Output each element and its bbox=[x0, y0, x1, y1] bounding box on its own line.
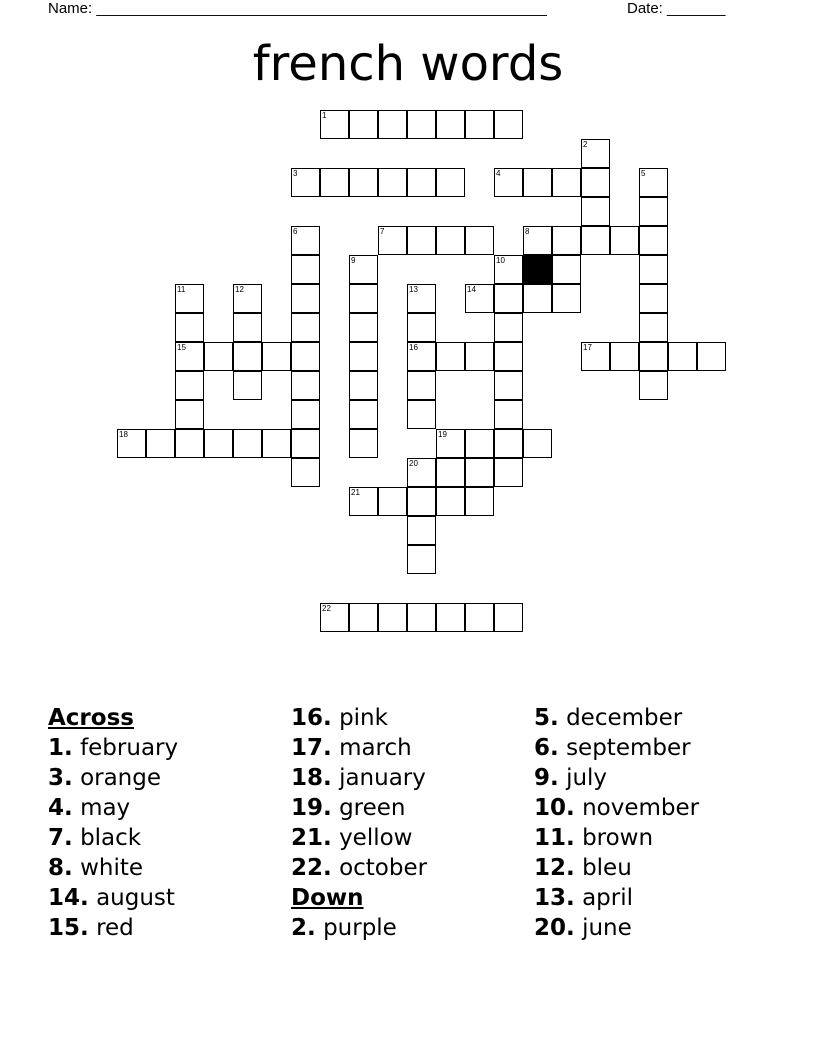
grid-cell[interactable] bbox=[639, 226, 668, 255]
grid-cell[interactable] bbox=[233, 284, 262, 313]
grid-cell[interactable] bbox=[639, 313, 668, 342]
clue-text: june bbox=[582, 915, 632, 941]
grid-cell[interactable] bbox=[407, 603, 436, 632]
clue-text: purple bbox=[323, 915, 397, 941]
clue-number-label: 20. bbox=[534, 915, 575, 941]
grid-cell[interactable] bbox=[262, 342, 291, 371]
grid-cell[interactable] bbox=[175, 284, 204, 313]
grid-cell[interactable] bbox=[407, 342, 436, 371]
grid-cell[interactable] bbox=[407, 487, 436, 516]
grid-cell[interactable] bbox=[697, 342, 726, 371]
grid-cell[interactable] bbox=[494, 429, 523, 458]
grid-cell[interactable] bbox=[175, 429, 204, 458]
name-label: Name: bbox=[48, 0, 93, 17]
grid-cell[interactable] bbox=[436, 110, 465, 139]
grid-cell[interactable] bbox=[494, 458, 523, 487]
grid-cell[interactable] bbox=[552, 226, 581, 255]
grid-cell[interactable] bbox=[639, 197, 668, 226]
clue-number-label: 16. bbox=[291, 705, 332, 731]
grid-cell[interactable] bbox=[436, 342, 465, 371]
clue-item bbox=[291, 763, 427, 793]
clue-number: 2 bbox=[583, 140, 588, 149]
clue-item bbox=[48, 793, 178, 823]
clue-number-label: 12. bbox=[534, 855, 575, 881]
clue-number: 3 bbox=[293, 169, 298, 178]
grid-cell[interactable] bbox=[494, 400, 523, 429]
black-cell bbox=[523, 255, 552, 284]
clue-number-label: 11. bbox=[534, 825, 575, 851]
clue-number: 22 bbox=[322, 604, 331, 613]
clue-text: pink bbox=[339, 705, 388, 731]
clue-item bbox=[534, 883, 699, 913]
clue-number-label: 6. bbox=[534, 735, 559, 761]
clue-text: september bbox=[566, 735, 691, 761]
grid-cell[interactable] bbox=[291, 168, 320, 197]
clue-text: november bbox=[582, 795, 700, 821]
clue-number: 17 bbox=[583, 343, 592, 352]
clue-number: 6 bbox=[293, 227, 298, 236]
grid-cell[interactable] bbox=[465, 342, 494, 371]
grid-cell[interactable] bbox=[349, 603, 378, 632]
grid-cell[interactable] bbox=[639, 255, 668, 284]
grid-cell[interactable] bbox=[291, 284, 320, 313]
grid-cell[interactable] bbox=[494, 342, 523, 371]
clue-item bbox=[534, 763, 699, 793]
clue-number: 12 bbox=[235, 285, 244, 294]
grid-cell[interactable] bbox=[320, 168, 349, 197]
grid-cell[interactable] bbox=[291, 342, 320, 371]
grid-cell[interactable] bbox=[349, 110, 378, 139]
clue-number: 4 bbox=[496, 169, 501, 178]
clue-number-label: 17. bbox=[291, 735, 332, 761]
grid-cell[interactable] bbox=[465, 458, 494, 487]
grid-cell[interactable] bbox=[349, 371, 378, 400]
grid-cell[interactable] bbox=[436, 429, 465, 458]
clue-item bbox=[291, 793, 427, 823]
grid-cell[interactable] bbox=[291, 371, 320, 400]
clue-item bbox=[291, 823, 427, 853]
clue-text: may bbox=[80, 795, 131, 821]
grid-cell[interactable] bbox=[436, 168, 465, 197]
clue-number-label: 5. bbox=[534, 705, 559, 731]
grid-cell[interactable] bbox=[436, 226, 465, 255]
grid-cell[interactable] bbox=[639, 342, 668, 371]
grid-cell[interactable] bbox=[291, 458, 320, 487]
grid-cell[interactable] bbox=[378, 168, 407, 197]
clue-number: 14 bbox=[467, 285, 476, 294]
grid-cell[interactable] bbox=[291, 400, 320, 429]
clue-number-label: 7. bbox=[48, 825, 73, 851]
clue-item bbox=[534, 913, 699, 943]
clue-number-label: 9. bbox=[534, 765, 559, 791]
clue-number: 9 bbox=[351, 256, 356, 265]
clue-number-label: 2. bbox=[291, 915, 316, 941]
clue-item bbox=[48, 823, 178, 853]
grid-cell[interactable] bbox=[552, 284, 581, 313]
grid-cell[interactable] bbox=[494, 168, 523, 197]
clue-number-label: 14. bbox=[48, 885, 89, 911]
grid-cell[interactable] bbox=[117, 429, 146, 458]
clue-text: march bbox=[339, 735, 412, 761]
grid-cell[interactable] bbox=[175, 400, 204, 429]
grid-cell[interactable] bbox=[465, 284, 494, 313]
grid-cell[interactable] bbox=[378, 487, 407, 516]
grid-cell[interactable] bbox=[407, 226, 436, 255]
grid-cell[interactable] bbox=[349, 429, 378, 458]
grid-cell[interactable] bbox=[291, 226, 320, 255]
clue-number: 10 bbox=[496, 256, 505, 265]
grid-cell[interactable] bbox=[320, 110, 349, 139]
grid-cell[interactable] bbox=[349, 313, 378, 342]
clue-number-label: 4. bbox=[48, 795, 73, 821]
clue-number: 21 bbox=[351, 488, 360, 497]
grid-cell[interactable] bbox=[610, 342, 639, 371]
clue-number-label: 13. bbox=[534, 885, 575, 911]
clue-number: 13 bbox=[409, 285, 418, 294]
grid-cell[interactable] bbox=[407, 284, 436, 313]
clue-item bbox=[534, 703, 699, 733]
clue-item bbox=[48, 883, 178, 913]
clue-item bbox=[291, 853, 427, 883]
clue-text: brown bbox=[582, 825, 654, 851]
clue-item bbox=[48, 733, 178, 763]
clue-number-label: 3. bbox=[48, 765, 73, 791]
clue-text: february bbox=[80, 735, 179, 761]
grid-cell[interactable] bbox=[494, 255, 523, 284]
clue-text: january bbox=[339, 765, 426, 791]
clue-text: black bbox=[80, 825, 142, 851]
clue-item bbox=[291, 733, 427, 763]
clue-number: 18 bbox=[119, 430, 128, 439]
grid-cell[interactable] bbox=[407, 371, 436, 400]
grid-cell[interactable] bbox=[552, 168, 581, 197]
grid-cell[interactable] bbox=[378, 226, 407, 255]
clue-number-label: 15. bbox=[48, 915, 89, 941]
clue-text: bleu bbox=[582, 855, 632, 881]
grid-cell[interactable] bbox=[233, 313, 262, 342]
clue-text: white bbox=[80, 855, 144, 881]
grid-cell[interactable] bbox=[465, 603, 494, 632]
grid-cell[interactable] bbox=[378, 603, 407, 632]
clue-number: 5 bbox=[641, 169, 646, 178]
grid-cell[interactable] bbox=[378, 110, 407, 139]
grid-cell[interactable] bbox=[204, 342, 233, 371]
grid-cell[interactable] bbox=[581, 197, 610, 226]
grid-cell[interactable] bbox=[407, 168, 436, 197]
clue-item bbox=[291, 913, 427, 943]
grid-cell[interactable] bbox=[436, 458, 465, 487]
grid-cell[interactable] bbox=[639, 168, 668, 197]
grid-cell[interactable] bbox=[668, 342, 697, 371]
grid-cell[interactable] bbox=[494, 110, 523, 139]
clue-number-label: 10. bbox=[534, 795, 575, 821]
clue-text: yellow bbox=[339, 825, 413, 851]
grid-cell[interactable] bbox=[523, 429, 552, 458]
clue-item bbox=[48, 913, 178, 943]
clue-item bbox=[534, 823, 699, 853]
grid-cell[interactable] bbox=[552, 255, 581, 284]
clue-text: red bbox=[96, 915, 134, 941]
clue-number-label: 22. bbox=[291, 855, 332, 881]
grid-cell[interactable] bbox=[610, 226, 639, 255]
clue-number: 1 bbox=[322, 111, 327, 120]
clue-number-label: 18. bbox=[291, 765, 332, 791]
grid-cell[interactable] bbox=[465, 429, 494, 458]
grid-cell[interactable] bbox=[233, 429, 262, 458]
grid-cell[interactable] bbox=[233, 342, 262, 371]
clue-number-label: 19. bbox=[291, 795, 332, 821]
grid-cell[interactable] bbox=[262, 429, 291, 458]
grid-cell[interactable] bbox=[436, 487, 465, 516]
clue-item bbox=[291, 703, 427, 733]
grid-cell[interactable] bbox=[349, 284, 378, 313]
clue-item bbox=[534, 733, 699, 763]
name-line: ______________________________________________________ bbox=[96, 0, 547, 17]
clues-column-3 bbox=[534, 703, 699, 943]
grid-cell[interactable] bbox=[494, 313, 523, 342]
clue-number-label: 1. bbox=[48, 735, 73, 761]
grid-cell[interactable] bbox=[407, 110, 436, 139]
grid-cell[interactable] bbox=[407, 400, 436, 429]
grid-cell[interactable] bbox=[465, 226, 494, 255]
clue-number: 20 bbox=[409, 459, 418, 468]
clue-number: 19 bbox=[438, 430, 447, 439]
grid-cell[interactable] bbox=[465, 487, 494, 516]
clue-item bbox=[534, 853, 699, 883]
grid-cell[interactable] bbox=[349, 255, 378, 284]
clues-column-2 bbox=[291, 703, 427, 943]
grid-cell[interactable] bbox=[581, 226, 610, 255]
clue-item bbox=[534, 793, 699, 823]
clue-text: orange bbox=[80, 765, 162, 791]
grid-cell[interactable] bbox=[349, 487, 378, 516]
grid-cell[interactable] bbox=[494, 284, 523, 313]
clue-number: 15 bbox=[177, 343, 186, 352]
clue-text: green bbox=[339, 795, 406, 821]
clue-heading: Across bbox=[48, 705, 134, 731]
grid-cell[interactable] bbox=[407, 516, 436, 545]
clue-number: 16 bbox=[409, 343, 418, 352]
grid-cell[interactable] bbox=[581, 168, 610, 197]
clue-number-label: 21. bbox=[291, 825, 332, 851]
clue-item bbox=[48, 853, 178, 883]
grid-cell[interactable] bbox=[465, 110, 494, 139]
grid-cell[interactable] bbox=[494, 371, 523, 400]
grid-cell[interactable] bbox=[146, 429, 175, 458]
clue-text: december bbox=[566, 705, 683, 731]
clue-text: july bbox=[566, 765, 608, 791]
clue-text: october bbox=[339, 855, 428, 881]
date-label: Date: bbox=[627, 0, 663, 17]
grid-cell[interactable] bbox=[349, 342, 378, 371]
grid-cell[interactable] bbox=[436, 603, 465, 632]
grid-cell[interactable] bbox=[639, 284, 668, 313]
clue-number: 8 bbox=[525, 227, 530, 236]
grid-cell[interactable] bbox=[320, 603, 349, 632]
clue-number-label: 8. bbox=[48, 855, 73, 881]
grid-cell[interactable] bbox=[639, 371, 668, 400]
clue-heading: Down bbox=[291, 885, 364, 911]
grid-cell[interactable] bbox=[291, 429, 320, 458]
grid-cell[interactable] bbox=[175, 313, 204, 342]
grid-cell[interactable] bbox=[291, 255, 320, 284]
grid-cell[interactable] bbox=[523, 226, 552, 255]
grid-cell[interactable] bbox=[523, 284, 552, 313]
page-title: french words bbox=[252, 36, 564, 92]
grid-cell[interactable] bbox=[204, 429, 233, 458]
grid-cell[interactable] bbox=[523, 168, 552, 197]
grid-cell[interactable] bbox=[581, 139, 610, 168]
grid-cell[interactable] bbox=[291, 313, 320, 342]
grid-cell[interactable] bbox=[349, 400, 378, 429]
clue-number: 11 bbox=[177, 285, 186, 294]
grid-cell[interactable] bbox=[407, 545, 436, 574]
grid-cell[interactable] bbox=[349, 168, 378, 197]
grid-cell[interactable] bbox=[494, 603, 523, 632]
clue-text: august bbox=[96, 885, 175, 911]
clue-text: april bbox=[582, 885, 633, 911]
grid-cell[interactable] bbox=[175, 371, 204, 400]
grid-cell[interactable] bbox=[581, 342, 610, 371]
grid-cell[interactable] bbox=[407, 458, 436, 487]
grid-cell[interactable] bbox=[233, 371, 262, 400]
grid-cell[interactable] bbox=[175, 342, 204, 371]
grid-cell[interactable] bbox=[407, 313, 436, 342]
clues-column-1 bbox=[48, 703, 178, 943]
clue-number: 7 bbox=[380, 227, 385, 236]
date-line: _______ bbox=[667, 0, 726, 17]
clue-item bbox=[48, 763, 178, 793]
